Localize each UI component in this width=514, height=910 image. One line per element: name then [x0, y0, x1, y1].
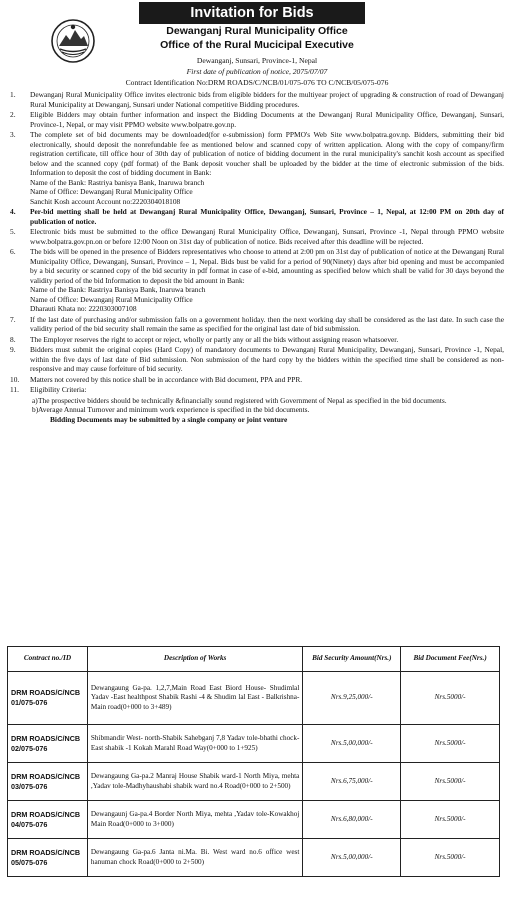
notice-item-3 [4, 130, 504, 206]
description-cell: Dewangaung Ga-pa.6 Janta ni.Ma. Bi. West ward no.6 office west hanuman chock Road(0+000 to 2+500) [87, 839, 302, 877]
description-cell: Shibmandir West- north-Shabik Sahebganj 7,8 Yadav tole-bhathi chock-East shabik -1 Kokah Marahl Road Way(0+000 to 1+925) [87, 725, 302, 763]
table-row [8, 763, 500, 801]
bank-name: Name of the Bank: Rastriya Banisya Bank, Inaruwa branch [30, 285, 206, 294]
organization-name: Dewanganj Rural Municipality Office [166, 25, 348, 37]
document-fee-cell: Nrs.5000/- [401, 839, 500, 877]
header-contract-id: Contract no./ID [8, 647, 88, 672]
table-header-row [8, 647, 500, 672]
contract-id-cell: DRM ROADS/C/NCB 05/075-076 [8, 839, 88, 877]
bank-name: Name of the Bank: Rastriya banisya Bank, Inaruwa branch [30, 177, 205, 187]
item-number: 8. [10, 334, 16, 344]
notice-body [4, 90, 504, 424]
item-text: The complete set of bid documents may be downloaded(for e-submission) form PPMO's Web Site www.bolpatra.gov.np. Bidders, submitting their bid electronically, should deposit the nonrefundable fee as mentioned below and scanned copy of written application. Along with the copy of company/firm registration certificate, till office hour of 30th day of publication of notice of bidding document in the rural municipality's sanchit kosh account as specified below and the scanned copy (pdf format) of the Bank deposit voucher shall be uploaded by the bidder at the time of electronic submission of the bids. Information to deposit the cost of bidding document in Bank: [30, 130, 504, 177]
item-text: Per-bid metting shall be held at Dewanganj Rural Municipality Office, Dewanganj, Sunsari, Province – 1, Nepal, at 12:00 PM on 20th day of publication of notice. [30, 207, 504, 226]
document-fee-cell: Nrs.5000/- [401, 672, 500, 725]
description-cell: Dewangaung Ga-pa. 1,2,7,Main Road East Biord House- Shudimlal Yadav -East healthpost Shabik Rashi -4 & Shudim lal East - Balkrishna-Main road(0+000 to 3+489) [87, 672, 302, 725]
notice-item-4 [4, 207, 504, 226]
notice-item-2 [4, 110, 504, 129]
header-description: Description of Works [87, 647, 302, 672]
notice-item-10 [4, 375, 504, 385]
item-number: 6. [10, 247, 16, 256]
document-fee-cell: Nrs.5000/- [401, 763, 500, 801]
table-row [8, 725, 500, 763]
item-text: Dewanganj Rural Municipality Office invites electronic bids from eligible bidders for the multiyear project of upgrading & construction of road of Dewanganj Rural Municipality at Dewanganj, Sunsari under National competitive Bidding procedures. [30, 90, 504, 109]
notice-item-7 [4, 315, 504, 334]
contract-id-cell: DRM ROADS/C/NCB 02/075-076 [8, 725, 88, 763]
item-number: 10. [10, 374, 20, 384]
notice-item-5 [4, 227, 504, 246]
item-number: 11. [10, 385, 19, 394]
document-fee-cell: Nrs.5000/- [401, 725, 500, 763]
office-name: Office of the Rural Mucicipal Executive [160, 39, 354, 51]
criteria-text: The prospective bidders should be technically &financially sound registered with Government of Nepal as specified in the bid documents. [38, 395, 447, 405]
item-number: 9. [10, 345, 16, 354]
bid-security-cell: Nrs.5,00,000/- [303, 839, 401, 877]
bids-table [7, 646, 500, 877]
account-number: Dharauti Khata no: 2220303007108 [30, 304, 137, 313]
item-text: Electronic bids must be submitted to the office Dewanganj Rural Municipality Office, Dewanganj, Sunsari, Province -1, Nepal through PPMO website www.bolpatra.gov.pn.on or before 12:00 Noon on 31st day of publication of notice. Bids received after this deadline will be rejected. [30, 227, 504, 246]
office-name-line: Name of Office: Dewanganj Rural Municipality Office [30, 187, 193, 196]
header-bid-security: Bid Security Amount(Nrs.) [303, 647, 401, 672]
description-cell: Dewangaung Ga-pa.2 Manraj House Shabik ward-1 North Miya, mehta ,Yadav tole-Madhyhaushabi shabik ward no.4 Road(0+000 to 2+500) [87, 763, 302, 801]
item-text: Eligible Bidders may obtain further information and inspect the Bidding Documents at the Dewanganj Rural Municipality Office, Dewanganj, Sunsari, Province-1, Nepal, or may visit PPMO website www.bolpatre.gov.np. [30, 110, 504, 129]
criteria-a [4, 396, 504, 406]
bid-security-cell: Nrs.9,25,000/- [303, 672, 401, 725]
criteria-letter: b) [32, 405, 39, 414]
criteria-b [4, 405, 504, 415]
bid-security-cell: Nrs.6,80,000/- [303, 801, 401, 839]
header-document-fee: Bid Document Fee(Nrs.) [401, 647, 500, 672]
item-text: Bidders must submit the original copies (Hard Copy) of mandatory documents to Dewanganj Rural Municipality, Dewanganj, Sunsari, Province -1, Nepal, within the five days of last date of Bid submission. Non submission of the hard copy by the bidders within the specified time shall be considered as non-responsive and may cause forfeiture of bid security. [30, 345, 504, 373]
item-number: 2. [10, 110, 16, 119]
account-number: Sanchit Kosh account Account no:2220304018108 [30, 196, 181, 206]
notice-item-6 [4, 247, 504, 314]
table-row [8, 839, 500, 877]
notice-item-11 [4, 385, 504, 395]
notice-item-9 [4, 345, 504, 374]
contract-identification: Contract Identification No:DRM ROADS/C/NCB/01/075-076 TO C/NCB/05/075-076 [125, 78, 389, 87]
item-number: 3. [10, 130, 16, 139]
bid-security-cell: Nrs.5,00,000/- [303, 725, 401, 763]
item-number: 5. [10, 227, 16, 236]
table-row [8, 672, 500, 725]
description-cell: Dewangaunj Ga-pa.4 Border North Miya, mehta ,Yadav tole-Kowakhoj Main Road(0+000 to 3+000) [87, 801, 302, 839]
contract-id-cell: DRM ROADS/C/NCB 03/075-076 [8, 763, 88, 801]
publication-date: First date of publication of notice, 2075/07/07 [186, 67, 328, 76]
office-name-line: Name of Office: Dewanganj Rural Municipality Office [30, 294, 193, 304]
bid-security-cell: Nrs.6,75,000/- [303, 763, 401, 801]
item-number: 1. [10, 90, 16, 99]
criteria-letter: a) [32, 395, 38, 405]
item-text: The bids will be opened in the presence of Bidders representatives who choose to attend at 2:00 pm on 31st day of publication of notice at the Dewanganj Rural Municipality Office, Dewanganj, Sunsari, Province – 1, Nepal. Bids bust be valid for a period of 90(Ninety) days after bid opening and must be accompanied by a bid security or scanned copy of the bid security in pdf format in case of e-bid, amounting as specified below which shall be valid for 30 days beyond the validity period of the bid Information to deposit the bid amount in Bank: [30, 247, 504, 285]
notice-banner: Invitation for Bids [139, 2, 365, 24]
item-text: If the last date of purchasing and/or submission falls on a government holiday. then the next working day shall be considered as the last date. In such case the validity period of the bid security shall remain the same as specified for the original last date of bid submission. [30, 314, 504, 333]
item-number: 4. [10, 207, 16, 216]
notice-item-1 [4, 90, 504, 109]
office-address: Dewanganj, Sunsari, Province-1, Nepal [196, 56, 318, 65]
criteria-text: Average Annual Turnover and minimum work experience is specified in the bid documents. [38, 405, 310, 414]
item-number: 7. [10, 314, 16, 324]
item-text: Matters not covered by this notice shall be in accordance with Bid document, PPA and PPR. [30, 374, 303, 384]
submission-note: Bidding Documents may be submitted by a single company or joint venture [50, 414, 288, 424]
contract-id-cell: DRM ROADS/C/NCB 04/075-076 [8, 801, 88, 839]
contract-id-cell: DRM ROADS/C/NCB 01/075-076 [8, 672, 88, 725]
notice-item-8 [4, 335, 504, 345]
item-text: The Employer reserves the right to accept or reject, wholly or partly any or all the bids without assigning reason whatsoever. [30, 334, 399, 344]
item-text: Eligibility Criteria: [30, 385, 87, 394]
table-row [8, 801, 500, 839]
document-fee-cell: Nrs.5000/- [401, 801, 500, 839]
